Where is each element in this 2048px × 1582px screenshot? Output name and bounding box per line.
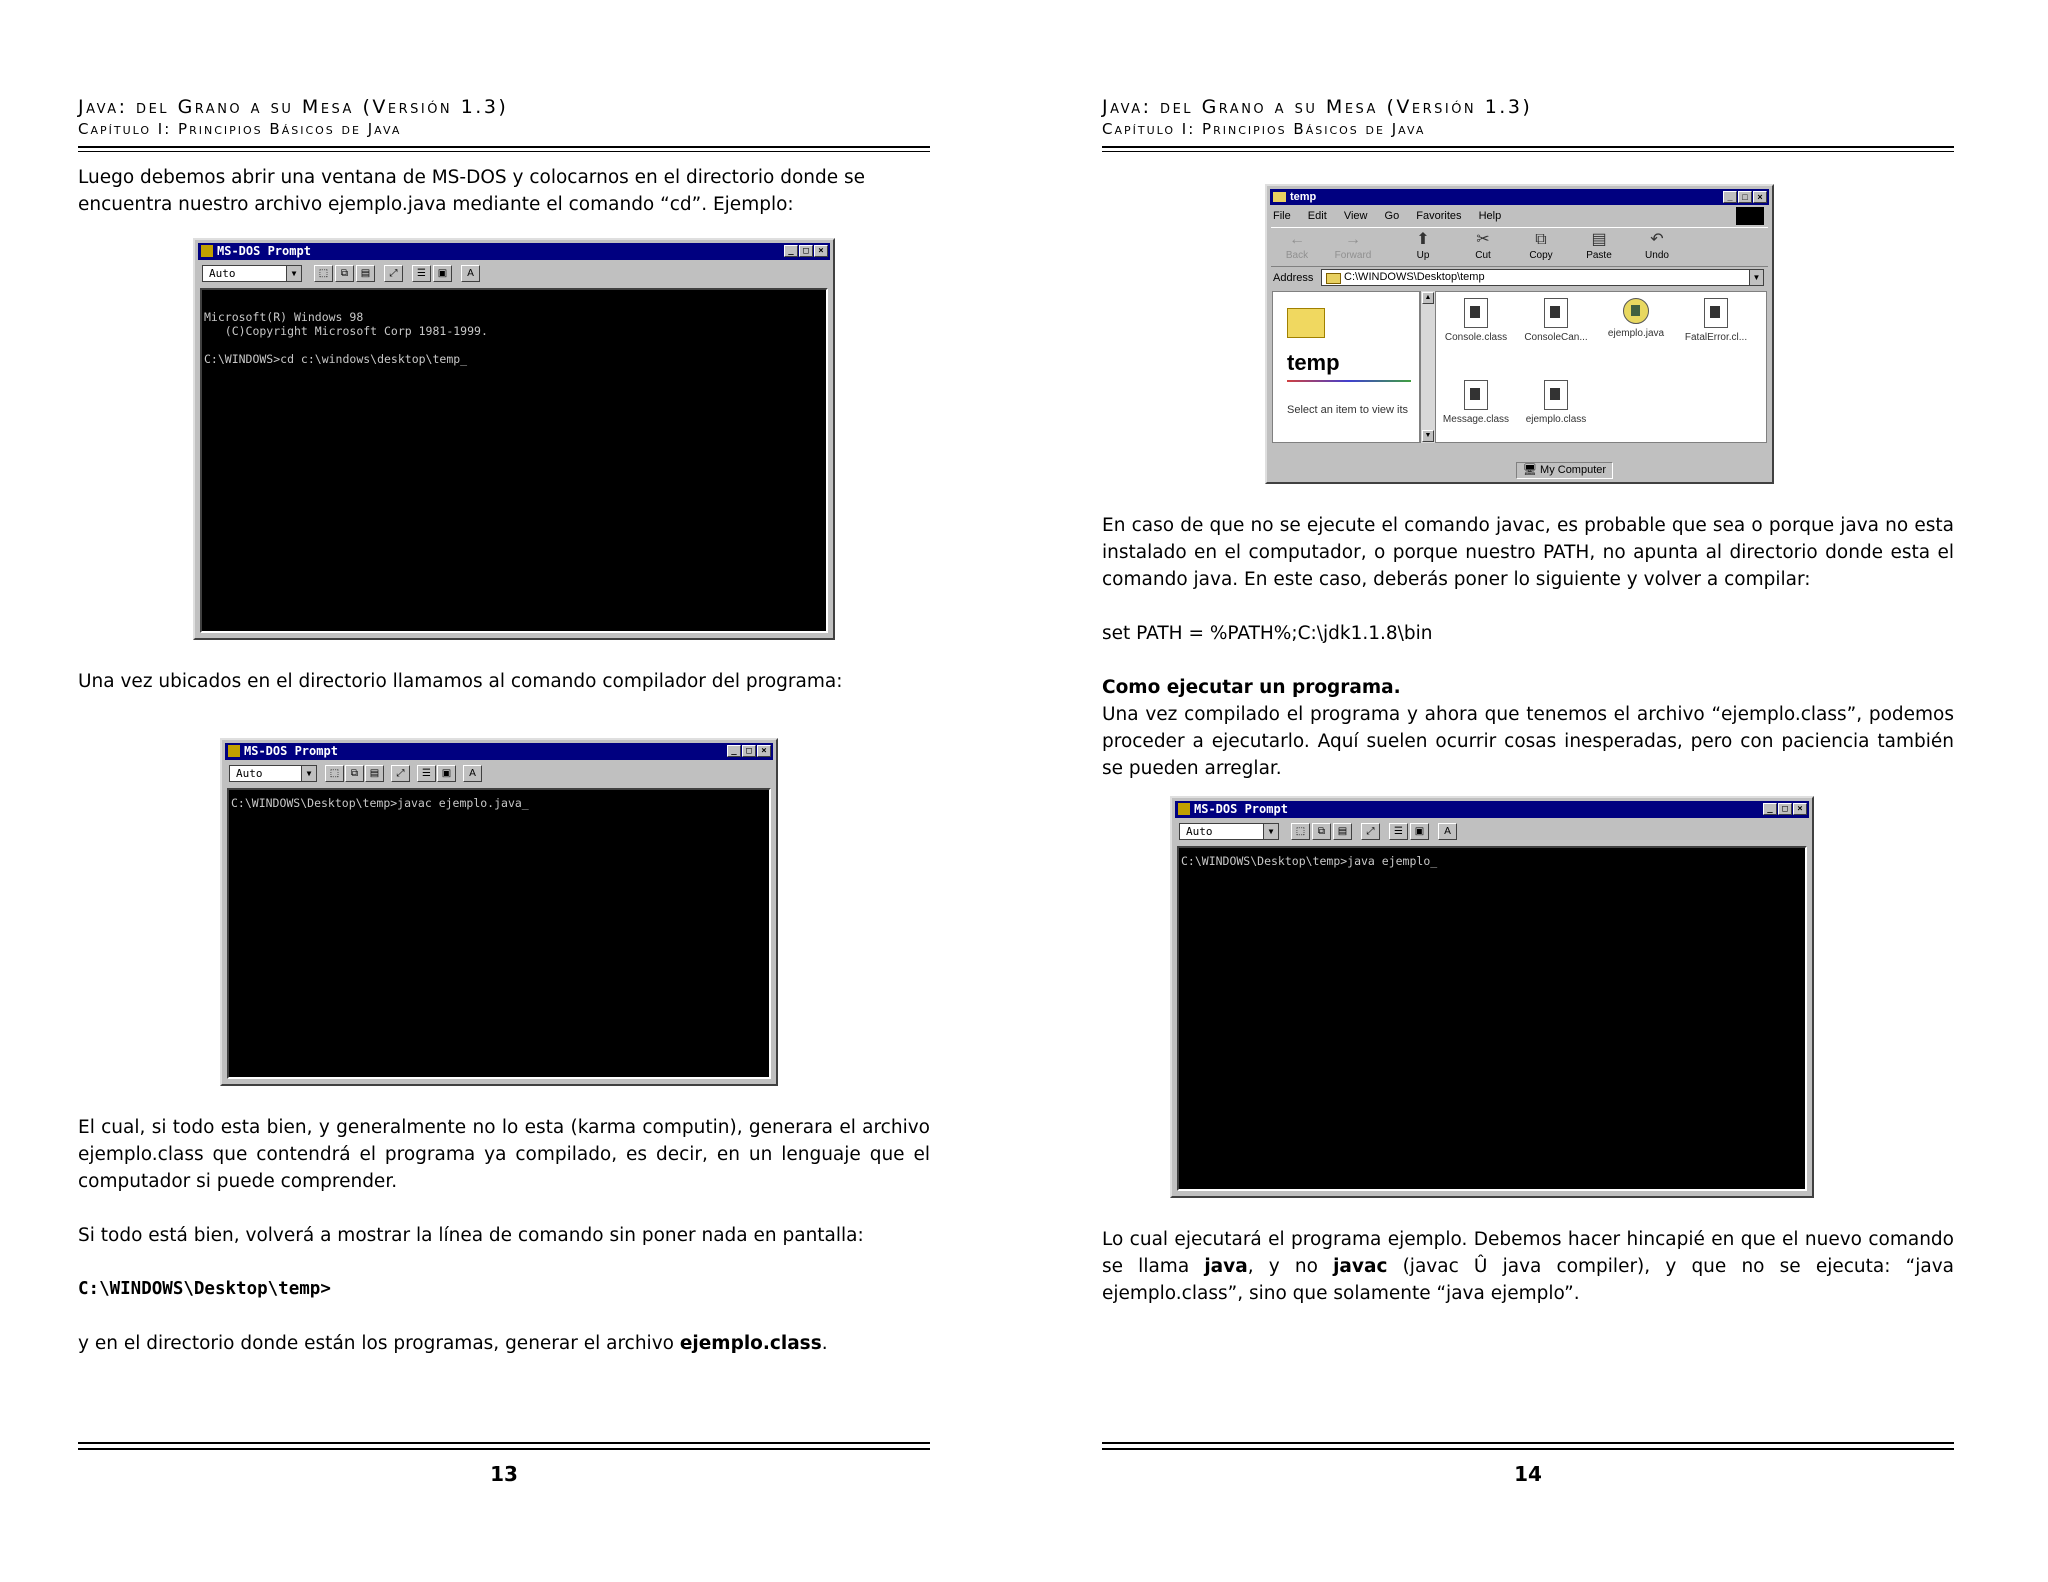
menu-go[interactable]: Go: [1384, 210, 1400, 222]
msdos-icon: [228, 745, 240, 757]
background-icon[interactable]: ▣: [437, 765, 456, 782]
window-titlebar: MS-DOS Prompt _ □ ×: [1175, 801, 1809, 818]
window-titlebar: MS-DOS Prompt _ □ ×: [225, 743, 773, 760]
forward-arrow-icon: →: [1345, 231, 1361, 248]
chevron-down-icon: ▼: [301, 766, 316, 781]
paragraph: Luego debemos abrir una ventana de MS-DOS y colocarnos en el directorio donde se encuentra nuestro archivo ejemplo.java mediante el comando “cd”. Ejemplo:: [78, 167, 866, 215]
close-button[interactable]: ×: [814, 245, 828, 257]
paragraph: Lo cual ejecutará el programa ejemplo. Debemos hacer hincapié en que el nuevo comando se llama java, y no javac (javac Û java compiler), y que no se ejecuta: “java ejemplo.class”, sino que solamente “java ejemplo”.: [1102, 1229, 1954, 1304]
maximize-button[interactable]: □: [1778, 803, 1792, 815]
hint-text: Select an item to view its: [1287, 404, 1409, 416]
chapter-title: Capítulo I: Principios Básicos de Java: [78, 120, 402, 138]
divider: [1287, 380, 1411, 382]
copy-icon[interactable]: ⧉: [1312, 823, 1331, 840]
file-item[interactable]: ejemplo.class: [1516, 380, 1596, 425]
close-button[interactable]: ×: [1753, 191, 1767, 203]
properties-icon[interactable]: ☰: [412, 265, 431, 282]
address-input[interactable]: C:\WINDOWS\Desktop\temp ▼: [1321, 269, 1764, 286]
class-file-icon: [1464, 298, 1488, 328]
undo-icon: ↶: [1650, 231, 1664, 248]
class-file-icon: [1704, 298, 1728, 328]
paste-button[interactable]: ▤ Paste: [1579, 230, 1619, 261]
class-file-icon: [1544, 298, 1568, 328]
close-button[interactable]: ×: [757, 745, 771, 757]
paragraph: Una vez ubicados en el directorio llamamos al comando compilador del programa:: [78, 671, 843, 692]
copy-button[interactable]: ⧉ Copy: [1521, 230, 1561, 261]
header-rule: [78, 146, 930, 152]
paste-icon[interactable]: ▤: [365, 765, 384, 782]
back-button[interactable]: ← Back: [1277, 230, 1317, 261]
window-controls: [783, 245, 828, 258]
footer-rule: [78, 1442, 930, 1450]
maximize-button[interactable]: □: [742, 745, 756, 757]
copy-icon[interactable]: ⧉: [345, 765, 364, 782]
file-list: [1435, 291, 1767, 443]
minimize-button[interactable]: _: [784, 245, 798, 257]
menu-favorites[interactable]: Favorites: [1416, 210, 1462, 222]
chapter-title: Capítulo I: Principios Básicos de Java: [1102, 120, 1426, 138]
properties-icon[interactable]: ☰: [1389, 823, 1408, 840]
file-item[interactable]: Message.class: [1436, 380, 1516, 425]
copy-icon: ⧉: [1535, 231, 1547, 248]
menu-view[interactable]: View: [1343, 210, 1368, 222]
paste-icon[interactable]: ▤: [356, 265, 375, 282]
folder-icon: [1287, 308, 1325, 338]
window-controls: [726, 745, 771, 758]
java-file-icon: [1623, 298, 1649, 324]
dos-toolbar: [1175, 820, 1809, 844]
fullscreen-icon[interactable]: ⤢: [384, 265, 403, 282]
dos-toolbar: [198, 262, 830, 286]
console-screen[interactable]: Microsoft(R) Windows 98 (C)Copyright Microsoft Corp 1981-1999. C:\WINDOWS>cd c:\windows\desktop\temp_: [200, 288, 828, 633]
chevron-down-icon[interactable]: ▼: [1749, 270, 1763, 285]
close-button[interactable]: ×: [1793, 803, 1807, 815]
font-icon[interactable]: A: [461, 265, 480, 282]
page-number: 13: [490, 1462, 518, 1486]
section-heading: Como ejecutar un programa.: [1102, 677, 1401, 698]
maximize-button[interactable]: □: [1738, 191, 1752, 203]
folder-info-pane: [1272, 291, 1420, 443]
set-path-command: set PATH = %PATH%;C:\jdk1.1.8\bin: [1102, 623, 1433, 644]
status-location: 🖥 My Computer: [1516, 462, 1613, 479]
footer-rule: [1102, 1442, 1954, 1450]
cut-button[interactable]: ✂ Cut: [1463, 230, 1503, 261]
file-item[interactable]: FatalError.cl...: [1676, 298, 1756, 343]
vertical-scrollbar[interactable]: [1420, 291, 1435, 443]
paragraph: Si todo está bien, volverá a mostrar la línea de comando sin poner nada en pantalla:: [78, 1225, 864, 1246]
address-label: Address: [1273, 272, 1314, 284]
folder-icon: [1273, 192, 1286, 202]
minimize-button[interactable]: _: [727, 745, 741, 757]
status-bar: [1271, 461, 1768, 479]
background-icon[interactable]: ▣: [1410, 823, 1429, 840]
menu-bar: [1273, 208, 1515, 224]
chevron-down-icon: ▼: [1263, 824, 1278, 839]
fullscreen-icon[interactable]: ⤢: [391, 765, 410, 782]
paragraph: El cual, si todo esta bien, y generalmente no lo esta (karma computin), generara el archivo ejemplo.class que contendrá el programa ya compilado, es decir, en un lenguaje que el computador si puede comprender.: [78, 1117, 930, 1192]
font-icon[interactable]: A: [1438, 823, 1457, 840]
folder-icon: [1326, 273, 1341, 284]
scissors-icon: ✂: [1476, 231, 1490, 248]
ms-dos-window: [193, 238, 835, 640]
ms-dos-window: [1170, 796, 1814, 1198]
menu-edit[interactable]: Edit: [1307, 210, 1327, 222]
address-bar: [1271, 268, 1768, 288]
font-select[interactable]: Auto ▼: [202, 265, 302, 282]
font-select[interactable]: Auto ▼: [1179, 823, 1279, 840]
fullscreen-icon[interactable]: ⤢: [1361, 823, 1380, 840]
mark-icon[interactable]: ⬚: [1291, 823, 1310, 840]
console-screen[interactable]: C:\WINDOWS\Desktop\temp>java ejemplo_: [1177, 846, 1807, 1191]
up-folder-icon: ⬆: [1416, 231, 1430, 248]
font-icon[interactable]: A: [463, 765, 482, 782]
window-controls: [1722, 191, 1767, 204]
console-screen[interactable]: C:\WINDOWS\Desktop\temp>javac ejemplo.java_: [227, 788, 771, 1079]
background-icon[interactable]: ▣: [433, 265, 452, 282]
ms-dos-window: [220, 738, 778, 1086]
right-page: [1024, 0, 2048, 1582]
windows-logo-icon: [1736, 207, 1764, 225]
forward-button[interactable]: → Forward: [1334, 231, 1372, 261]
minimize-button[interactable]: _: [1763, 803, 1777, 815]
menu-file[interactable]: File: [1273, 210, 1291, 222]
paragraph: En caso de que no se ejecute el comando javac, es probable que sea o porque java no esta instalado en el computador, o porque nuestro PATH, no apunta al directorio donde esta el comando java. En este caso, deberás poner lo siguiente y volver a compilar:: [1102, 515, 1954, 590]
window-titlebar: temp _ □ ×: [1270, 189, 1769, 205]
window-titlebar: MS-DOS Prompt _ □ ×: [198, 243, 830, 260]
paste-icon[interactable]: ▤: [1333, 823, 1352, 840]
class-file-icon: [1544, 380, 1568, 410]
msdos-icon: [201, 245, 213, 257]
properties-icon[interactable]: ☰: [417, 765, 436, 782]
minimize-button[interactable]: _: [1723, 191, 1737, 203]
header-rule: [1102, 146, 1954, 152]
file-item[interactable]: ejemplo.java: [1596, 298, 1676, 339]
maximize-button[interactable]: □: [799, 245, 813, 257]
dos-toolbar: [225, 762, 773, 786]
up-button[interactable]: ⬆ Up: [1403, 230, 1443, 261]
book-title: Java: del Grano a su Mesa (Versión 1.3): [1102, 96, 1533, 118]
command-line: C:\WINDOWS\Desktop\temp>: [78, 1279, 331, 1299]
explorer-toolbar: [1271, 227, 1768, 267]
paragraph: y en el directorio donde están los programas, generar el archivo ejemplo.class.: [78, 1333, 828, 1354]
font-select[interactable]: Auto ▼: [229, 765, 317, 782]
window-controls: [1762, 803, 1807, 816]
file-item[interactable]: ConsoleCan...: [1516, 298, 1596, 343]
mark-icon[interactable]: ⬚: [314, 265, 333, 282]
scroll-down-icon[interactable]: ▼: [1422, 430, 1434, 442]
scroll-up-icon[interactable]: ▲: [1422, 292, 1434, 304]
msdos-icon: [1178, 803, 1190, 815]
mark-icon[interactable]: ⬚: [325, 765, 344, 782]
paragraph: Una vez compilado el programa y ahora que tenemos el archivo “ejemplo.class”, podemos proceder a ejecutarlo. Aquí suelen ocurrir cosas inesperadas, pero con paciencia también se pueden arreglar.: [1102, 704, 1954, 779]
back-arrow-icon: ←: [1289, 231, 1305, 248]
page-number: 14: [1514, 1462, 1542, 1486]
class-file-icon: [1464, 380, 1488, 410]
paste-icon: ▤: [1591, 231, 1607, 248]
explorer-window: [1265, 184, 1774, 484]
copy-icon[interactable]: ⧉: [335, 265, 354, 282]
folder-name: temp: [1287, 350, 1340, 375]
menu-help[interactable]: Help: [1478, 210, 1502, 222]
file-item[interactable]: Console.class: [1436, 298, 1516, 343]
book-title: Java: del Grano a su Mesa (Versión 1.3): [78, 96, 509, 118]
undo-button[interactable]: ↶ Undo: [1637, 230, 1677, 261]
chevron-down-icon: ▼: [286, 266, 301, 281]
